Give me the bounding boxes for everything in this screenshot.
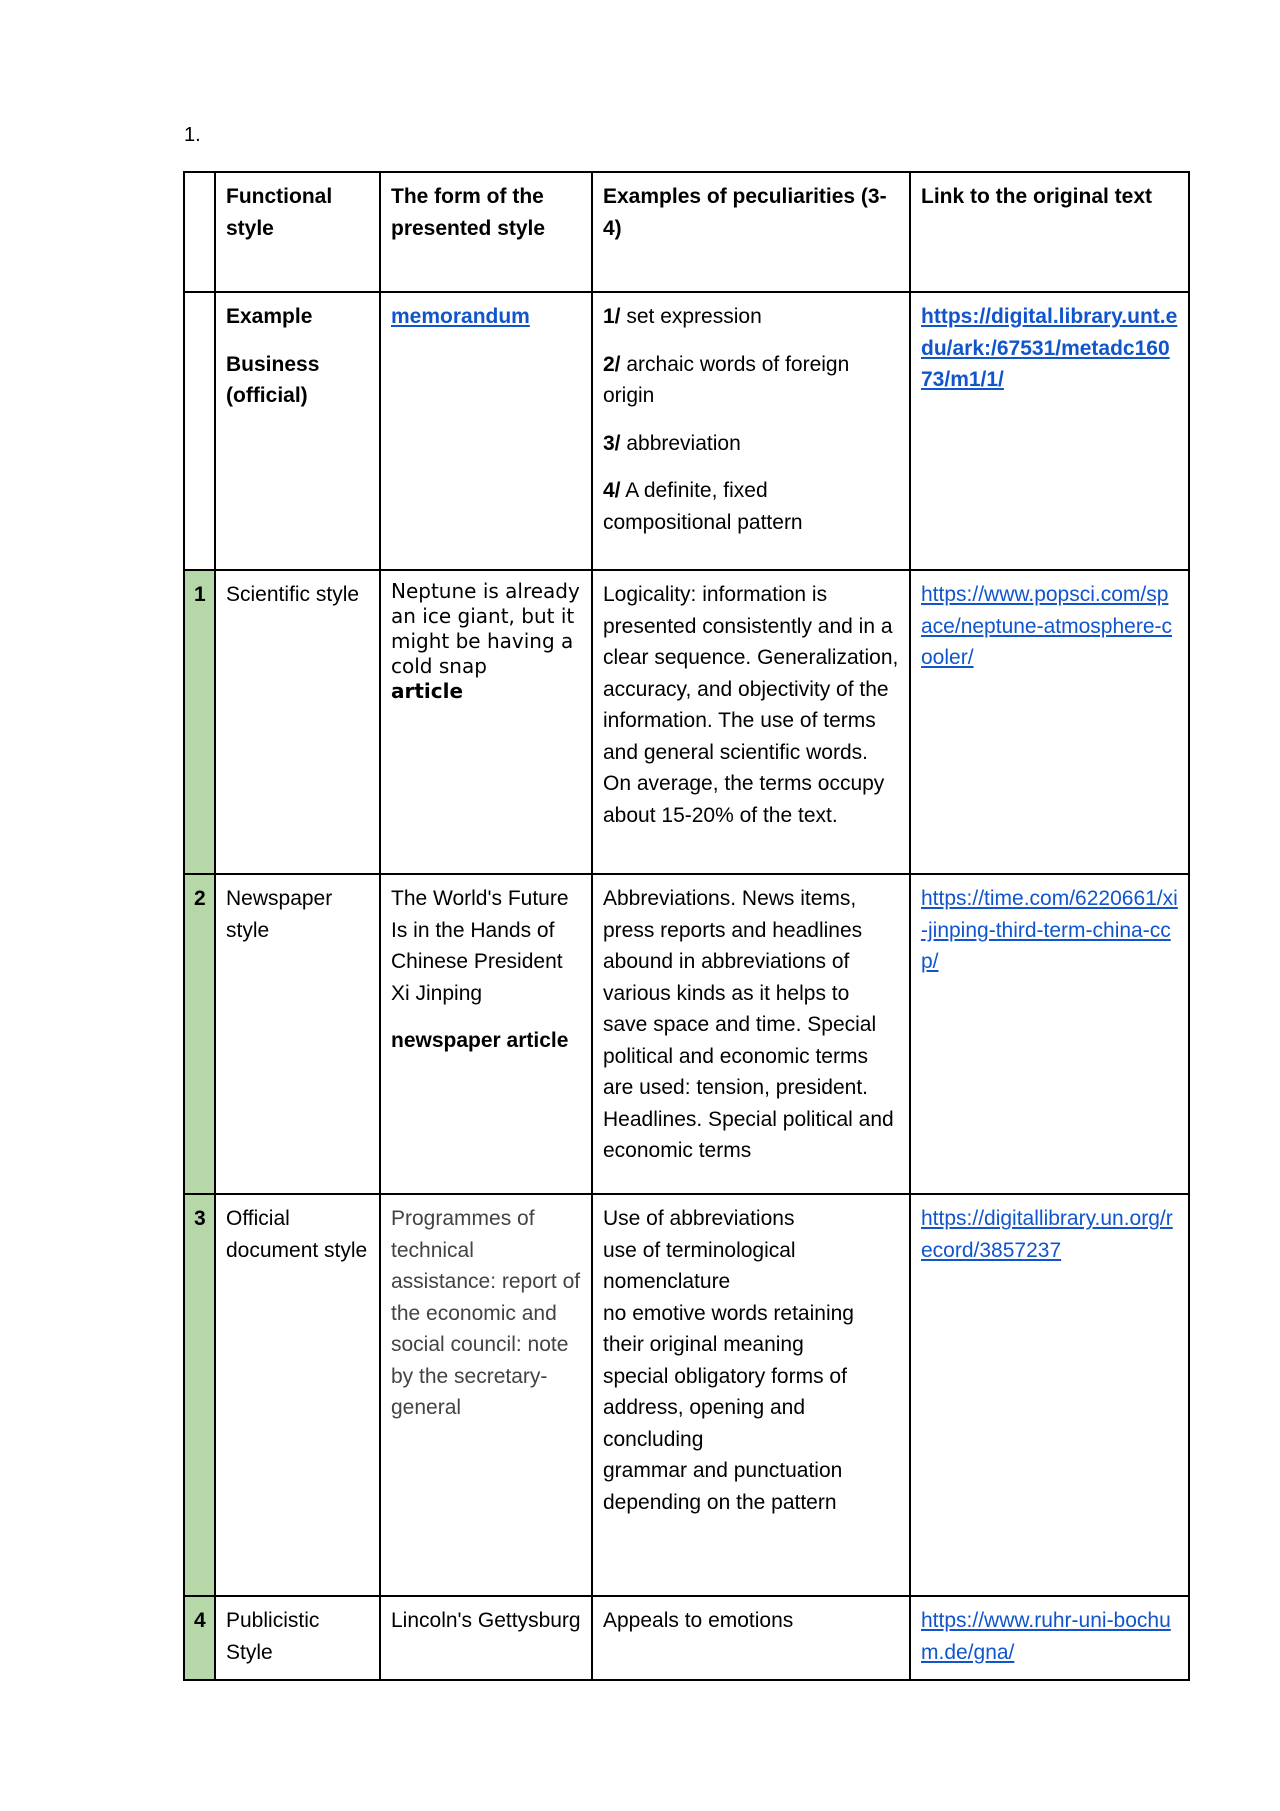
example-peculiarities-cell [592, 292, 910, 570]
row2-style-cell: Newspaper style [215, 874, 380, 1194]
row4-link-cell [910, 1596, 1189, 1680]
header-row [184, 172, 1189, 292]
header-number-cell [184, 172, 215, 292]
peculiarity-item: 1/ set expression [603, 305, 762, 328]
peculiarity-item: special obligatory forms of address, opening and concluding [603, 1364, 847, 1451]
row4-form-cell: Lincoln's Gettysburg [380, 1596, 592, 1680]
memorandum-link[interactable]: memorandum [391, 305, 530, 328]
row4-peculiarities-cell: Appeals to emotions [592, 1596, 910, 1680]
row-number: 3 [184, 1194, 215, 1596]
table-row-2 [184, 874, 1189, 1194]
peculiarity-item: grammar and punctuation depending on the pattern [603, 1459, 843, 1514]
row1-form-cell [380, 570, 592, 874]
peculiarity-item: Use of abbreviations [603, 1207, 795, 1230]
example-style: Business (official) [226, 352, 320, 407]
row3-style-cell: Official document style [215, 1194, 380, 1596]
header-link: Link to the original text [910, 172, 1189, 292]
table-row-4 [184, 1596, 1189, 1680]
row-number: 2 [184, 874, 215, 1194]
row2-peculiarities-cell: Abbreviations. News items, press reports and headlines abound in abbreviations of various kinds as it helps to save space and time. Special political and economic terms are used: tension, president. Headlines. Special political and economic terms [592, 874, 910, 1194]
row-number: 1 [184, 570, 215, 874]
list-number: 1. [184, 124, 201, 146]
row2-form-title: The World's Future Is in the Hands of Chinese President Xi Jinping [391, 887, 569, 1005]
row3-form-cell: Programmes of technical assistance: report of the economic and social council: note by the secretary-general [380, 1194, 592, 1596]
row1-style-cell: Scientific style [215, 570, 380, 874]
table-row-3 [184, 1194, 1189, 1596]
row1-peculiarities-cell: Logicality: information is presented consistently and in a clear sequence. Generalization, accuracy, and objectivity of the information. The use of terms and general scientific words. On average, the terms occupy about 15-20% of the text. [592, 570, 910, 874]
row2-source-link[interactable]: https://time.com/6220661/xi-jinping-third-term-china-ccp/ [921, 887, 1178, 973]
row1-form-type: article [391, 679, 464, 703]
row3-link-cell [910, 1194, 1189, 1596]
row4-style-cell: Publicistic Style [215, 1596, 380, 1680]
header-functional-style: Functional style [215, 172, 380, 292]
example-source-link[interactable]: https://digital.library.unt.edu/ark:/67531/metadc16073/m1/1/ [921, 305, 1178, 391]
styles-table [183, 171, 1190, 1681]
row1-source-link[interactable]: https://www.popsci.com/space/neptune-atmosphere-cooler/ [921, 583, 1172, 669]
row4-source-link[interactable]: https://www.ruhr-uni-bochum.de/gna/ [921, 1609, 1171, 1664]
peculiarity-item: no emotive words retaining their original meaning [603, 1301, 854, 1356]
row2-form-cell [380, 874, 592, 1194]
peculiarity-item: use of terminological nomenclature [603, 1238, 796, 1293]
header-peculiarities: Examples of peculiarities (3-4) [592, 172, 910, 292]
row1-link-cell [910, 570, 1189, 874]
row3-peculiarities-cell [592, 1194, 910, 1596]
row2-link-cell [910, 874, 1189, 1194]
row-number: 4 [184, 1596, 215, 1680]
row2-form-type: newspaper article [391, 1029, 569, 1052]
example-link-cell [910, 292, 1189, 570]
example-form-cell [380, 292, 592, 570]
table-row-1 [184, 570, 1189, 874]
peculiarity-item: 2/ archaic words of foreign origin [603, 352, 850, 407]
row3-source-link[interactable]: https://digitallibrary.un.org/record/3857237 [921, 1207, 1173, 1262]
example-style-cell [215, 292, 380, 570]
example-label: Example [226, 305, 313, 328]
peculiarity-item: 4/ A definite, fixed compositional pattern [603, 479, 803, 534]
row1-form-title: Neptune is already an ice giant, but it might be having a cold snap [391, 579, 580, 678]
header-form: The form of the presented style [380, 172, 592, 292]
peculiarity-item: 3/ abbreviation [603, 431, 741, 455]
table-row-example [184, 292, 1189, 570]
example-number-cell [184, 292, 215, 570]
